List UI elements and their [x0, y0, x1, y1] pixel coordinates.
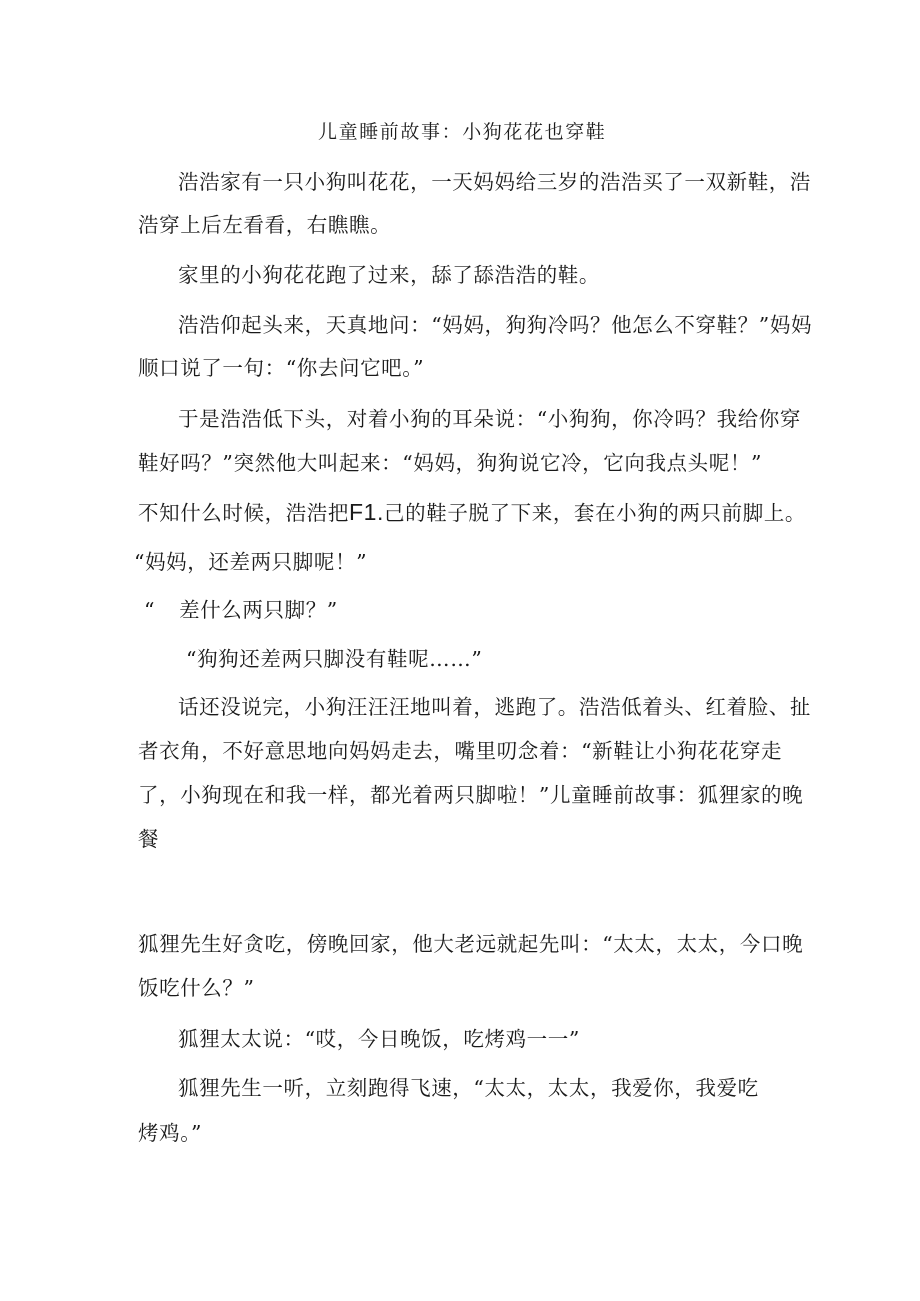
story-line: “狗狗还差两只脚没有鞋呢……” — [186, 647, 483, 671]
quote-mark: “ — [144, 598, 156, 622]
story-line: 了，小狗现在和我一样，都光着两只脚啦！”儿童睡前故事：狐狸家的晚 — [138, 783, 804, 807]
story-line: 浩浩家有一只小狗叫花花，一天妈妈给三岁的浩浩买了一双新鞋，浩 — [178, 170, 811, 194]
story-line: 狐狸先生一听，立刻跑得飞速，“太太，太太，我爱你，我爱吃 — [178, 1076, 759, 1100]
story-title: 儿童睡前故事：小狗花花也穿鞋 — [318, 121, 607, 143]
story-line: 话还没说完，小狗汪汪汪地叫着，逃跑了。浩浩低着头、红着脸、扯 — [178, 695, 811, 719]
story-line: 浩穿上后左看看，右瞧瞧。 — [138, 213, 392, 237]
story-line: 狐狸太太说：“哎，今日晚饭，吃烤鸡一一” — [178, 1027, 580, 1051]
story-line: 鞋好吗？”突然他大叫起来：“妈妈，狗狗说它冷，它向我点头呢！” — [138, 451, 763, 475]
story-line: “妈妈，还差两只脚呢！” — [134, 550, 368, 574]
story-line: 顺口说了一句：“你去问它吧。” — [138, 356, 425, 380]
line-segment: 差什么两只脚？” — [179, 598, 338, 622]
story-line: 餐 — [138, 827, 160, 851]
story-line — [138, 498, 806, 527]
story-line: 饭吃什么？” — [138, 976, 255, 1000]
story-line: 浩浩仰起头来，天真地问：“妈妈，狗狗冷吗？他怎么不穿鞋？”妈妈 — [178, 313, 813, 337]
story-line: 家里的小狗花花跑了过来，舔了舔浩浩的鞋。 — [178, 263, 600, 287]
story-line: 于是浩浩低下头，对着小狗的耳朵说：“小狗狗，你冷吗？我给你穿 — [178, 407, 801, 431]
story-line: 烤鸡。” — [138, 1121, 203, 1145]
story-line: 者衣角，不好意思地向妈妈走去，嘴里叨念着：“新鞋让小狗花花穿走 — [138, 739, 783, 763]
line-segment: 不知什么时候，浩浩把 — [138, 501, 349, 525]
line-segment: 己的鞋子脱了下来，套在小狗的两只前脚上。 — [384, 501, 807, 525]
story-line — [144, 596, 338, 624]
ocr-artifact-text: F1. — [349, 499, 385, 525]
story-line: 狐狸先生好贪吃，傍晚回家，他大老远就起先叫：“太太，太太，今口晚 — [138, 932, 804, 956]
